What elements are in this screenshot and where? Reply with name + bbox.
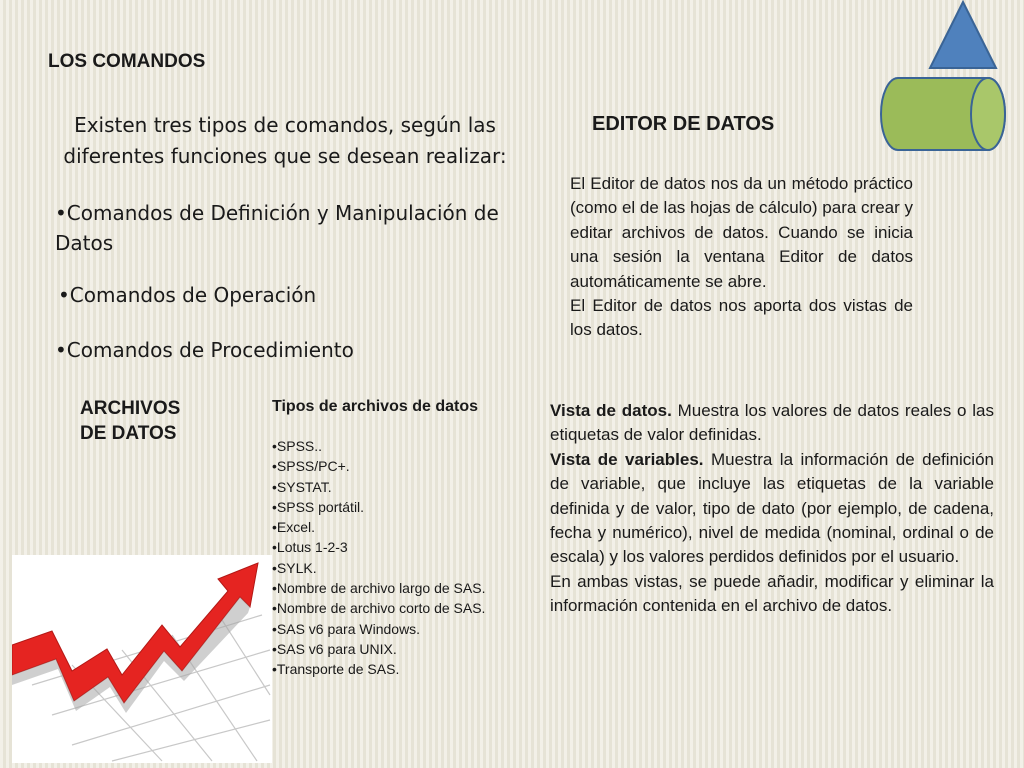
list-item: •Excel. — [272, 519, 316, 536]
cylinder-shape — [881, 78, 1005, 150]
command-type-3: •Comandos de Procedimiento — [55, 338, 354, 362]
list-item: •SAS v6 para Windows. — [272, 620, 421, 637]
list-item: •SPSS portátil. — [272, 498, 365, 515]
editor-paragraph-2: El Editor de datos nos aporta dos vistas de los datos. — [570, 296, 913, 340]
editor-description — [570, 172, 913, 343]
views-description — [550, 399, 994, 619]
list-item: •Nombre de archivo largo de SAS. — [272, 580, 486, 597]
variable-view-text: Muestra la información de definición de variable, que incluye las etiquetas de la variable definida y de valor, tipo de dato (por ejemplo, de cadena, fecha y numérico), nivel de medida (nominal, ordinal o de escala) y los valores perdidos definidos por el usuario. — [550, 449, 994, 567]
editor-heading: EDITOR DE DATOS — [592, 113, 775, 135]
variable-view-label: Vista de variables. — [550, 449, 704, 469]
list-item: •Nombre de archivo corto de SAS. — [272, 600, 486, 617]
archivos-heading — [80, 396, 180, 446]
file-types-heading: Tipos de archivos de datos — [272, 398, 478, 415]
command-type-1: •Comandos de Definición y Manipulación de Datos — [55, 201, 499, 255]
list-item: •SPSS.. — [272, 438, 323, 454]
editor-paragraph-1: El Editor de datos nos da un método práctico (como el de las hojas de cálculo) para crear y editar archivos de datos. Cuando se inicia una sesión la ventana Editor de datos automáticamente se abre. — [570, 174, 913, 291]
archivos-heading-line2: DE DATOS — [80, 423, 177, 444]
list-item: •SPSS/PC+. — [272, 458, 350, 475]
list-item: •Lotus 1-2-3 — [272, 539, 348, 556]
data-view-text: Muestra los valores de datos reales o las etiquetas de valor definidas. — [550, 401, 994, 445]
list-item: •Transporte de SAS. — [272, 661, 400, 678]
data-view-label: Vista de datos. — [550, 401, 672, 420]
list-item: •SYSTAT. — [272, 478, 332, 495]
page-title: LOS COMANDOS — [48, 51, 206, 72]
archivos-heading-line1: ARCHIVOS — [80, 398, 181, 419]
file-types-list — [272, 436, 485, 680]
list-item: •SYLK. — [272, 559, 317, 576]
data-view-paragraph — [550, 399, 994, 448]
decorative-shapes — [866, 0, 1016, 160]
list-item: •SAS v6 para UNIX. — [272, 640, 397, 657]
triangle-shape — [930, 2, 996, 68]
growth-chart-illustration — [12, 555, 272, 763]
command-type-2: •Comandos de Operación — [58, 283, 317, 307]
variable-view-paragraph — [550, 448, 994, 570]
views-closing-paragraph: En ambas vistas, se puede añadir, modificar y eliminar la información contenida en el archivo de datos. — [550, 571, 994, 616]
intro-text: Existen tres tipos de comandos, según las diferentes funciones que se desean realizar: — [63, 113, 507, 168]
